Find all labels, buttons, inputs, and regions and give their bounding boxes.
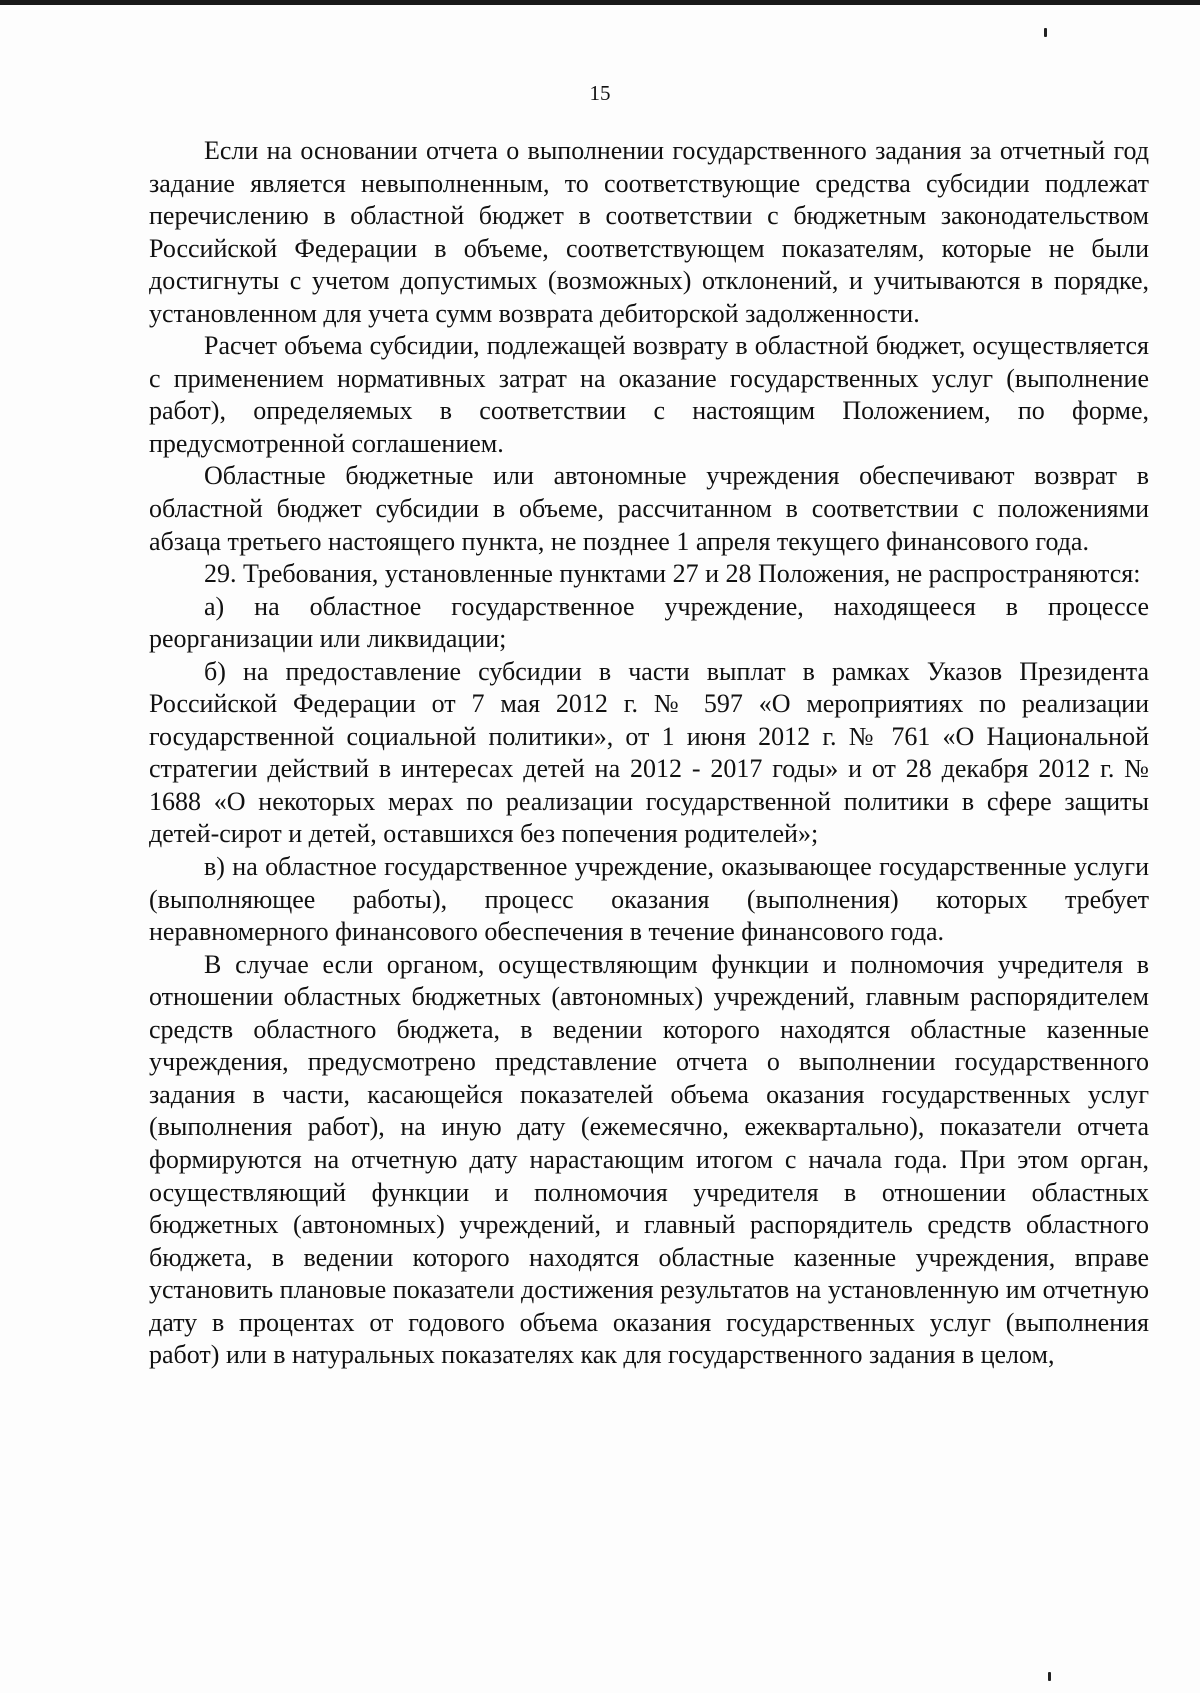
- paragraph: Если на основании отчета о выполнении государственного задания за отчетный год задание является невыполненным, то соответствующие средства субсидии подлежат перечислению в областной бюджет в соответствии с бюджетным законодательством Российской Федерации в объеме, соответствующем показателям, которые не были достигнуты с учетом допустимых (возможных) отклонений, и учитываются в порядке, установленном для учета сумм возврата дебиторской задолженности.: [149, 136, 1149, 328]
- document-body: [149, 135, 1149, 1372]
- scan-mark-top: [1044, 28, 1047, 37]
- paragraph: В случае если органом, осуществляющим функции и полномочия учредителя в отношении областных бюджетных (автономных) учреждений, главным распорядителем средств областного бюджета, в ведении которого находятся областные казенные учреждения, предусмотрено представление отчета о выполнении государственного задания в части, касающейся показателей объема оказания государственных услуг (выполнения работ), на иную дату (ежемесячно, ежеквартально), показатели отчета формируются на отчетную дату нарастающим итогом с начала года. При этом орган, осуществляющий функции и полномочия учредителя в отношении областных бюджетных (автономных) учреждений, и главный распорядитель средств областного бюджета, в ведении которого находятся областные казенные учреждения, вправе установить плановые показатели достижения результатов на установленную им отчетную дату в процентах от годового объема оказания государственных услуг (выполнения работ) или в натуральных показателях как для государственного задания в целом,: [149, 949, 1149, 1370]
- page-number: 15: [589, 81, 611, 105]
- scan-mark-bottom: [1048, 1672, 1051, 1681]
- paragraph: 29. Требования, установленные пунктами 27 и 28 Положения, не распространяются:: [204, 559, 1141, 589]
- paragraph: в) на областное государственное учреждение, оказывающее государственные услуги (выполняющее работы), процесс оказания (выполнения) которых требует неравномерного финансового обеспечения в течение финансового года.: [149, 852, 1149, 947]
- paragraph: Областные бюджетные или автономные учреждения обеспечивают возврат в областной бюджет субсидии в объеме, рассчитанном в соответствии с положениями абзаца третьего настоящего пункта, не позднее 1 апреля текущего финансового года.: [149, 461, 1149, 556]
- paragraph: Расчет объема субсидии, подлежащей возврату в областной бюджет, осуществляется с применением нормативных затрат на оказание государственных услуг (выполнение работ), определяемых в соответствии с настоящим Положением, по форме, предусмотренной соглашением.: [149, 331, 1149, 458]
- paragraph: а) на областное государственное учреждение, находящееся в процессе реорганизации или ликвидации;: [149, 591, 1149, 654]
- paragraph: б) на предоставление субсидии в части выплат в рамках Указов Президента Российской Федерации от 7 мая 2012 г. № 597 «О мероприятиях по реализации государственной социальной политики», от 1 июня 2012 г. № 761 «О Национальной стратегии действий в интересах детей на 2012 - 2017 годы» и от 28 декабря 2012 г. № 1688 «О некоторых мерах по реализации государственной политики в сфере защиты детей-сирот и детей, оставшихся без попечения родителей»;: [149, 656, 1149, 849]
- scan-top-edge: [0, 0, 1200, 5]
